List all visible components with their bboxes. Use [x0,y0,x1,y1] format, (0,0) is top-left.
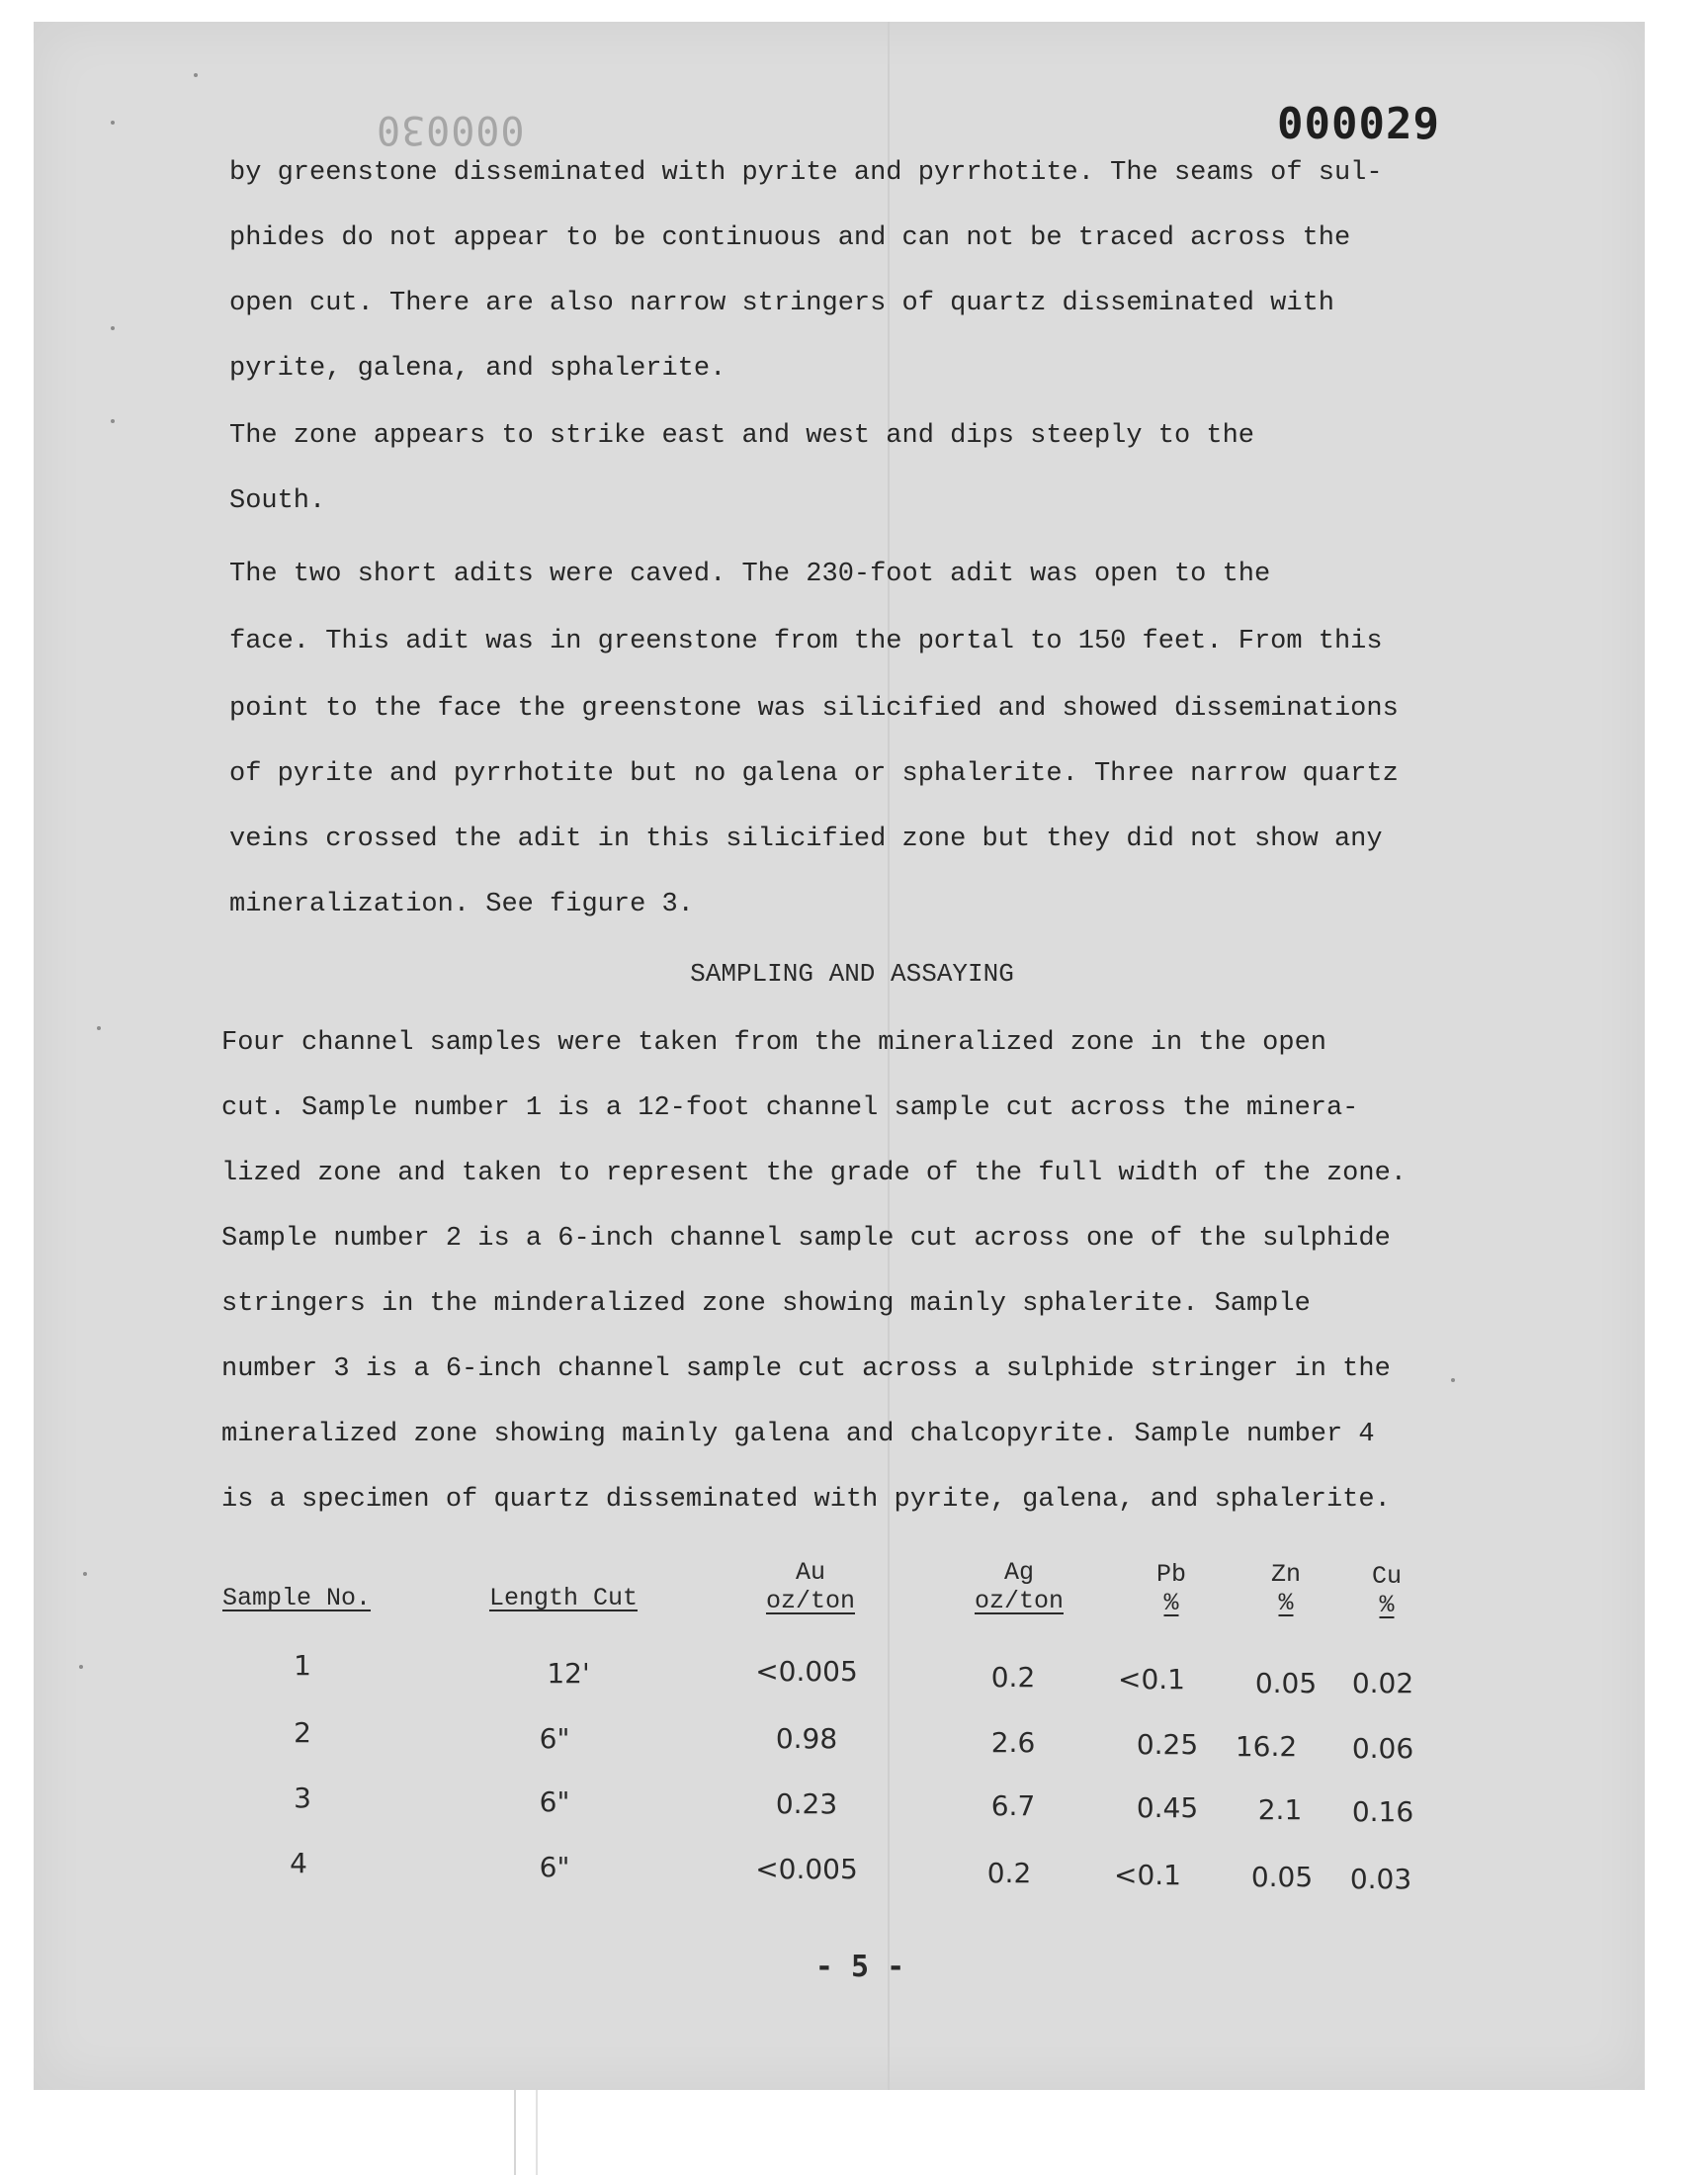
cell-au: <0.005 [755,1655,858,1688]
cell-length: 6" [539,1851,570,1883]
cell-sample: 4 [290,1847,307,1879]
cell-sample: 1 [294,1649,311,1682]
text-line: Sample number 2 is a 6-inch channel sample cut across one of the sulphide [221,1224,1391,1254]
cell-length: 6" [539,1722,570,1755]
cell-sample: 2 [294,1716,311,1749]
cell-cu: 0.02 [1351,1667,1414,1699]
cell-pb: <0.1 [1118,1663,1185,1696]
speck [83,1572,87,1576]
cell-length: 6" [539,1785,570,1818]
header-pb-unit: % [1163,1589,1179,1617]
page-id: 000029 [1277,99,1440,149]
text-line: cut. Sample number 1 is a 12-foot channel sample cut across the minera- [221,1093,1359,1123]
text-line: pyrite, galena, and sphalerite. [229,354,726,384]
cell-ag: 0.2 [986,1857,1032,1889]
section-heading: SAMPLING AND ASSAYING [690,959,1014,989]
text-line: lized zone and taken to represent the grade of the full width of the zone. [221,1159,1407,1188]
speck [97,1026,101,1030]
header-au [751,1558,870,1615]
cell-ag: 6.7 [990,1789,1036,1822]
header-ag-unit: oz/ton [974,1587,1064,1615]
text-line: mineralized zone showing mainly galena and chalcopyrite. Sample number 4 [221,1420,1375,1449]
header-zn-label: Zn [1270,1560,1301,1589]
cell-au: 0.98 [775,1722,838,1755]
text-line: Four channel samples were taken from the mineralized zone in the open [221,1028,1326,1058]
text-line: phides do not appear to be continuous and can not be traced across the [229,223,1351,253]
header-cu-unit: % [1379,1591,1395,1619]
header-length-cut [474,1584,652,1612]
header-au-label: Au [795,1558,825,1587]
page-number: - 5 - [814,1950,905,1984]
text-line: by greenstone disseminated with pyrite and pyrrhotite. The seams of sul- [229,158,1383,188]
cell-pb: 0.45 [1136,1791,1199,1824]
cell-zn: 16.2 [1235,1730,1298,1763]
cell-cu: 0.03 [1349,1863,1412,1895]
text-line: The zone appears to strike east and west and dips steeply to the [229,421,1254,451]
header-pb-label: Pb [1155,1560,1186,1589]
text-line: point to the face the greenstone was silicified and showed disseminations [229,694,1399,724]
header-zn [1241,1560,1330,1617]
header-cu-label: Cu [1371,1562,1402,1591]
cell-pb: 0.25 [1136,1728,1199,1761]
cell-pb: <0.1 [1114,1859,1181,1891]
text-line: South. [229,486,326,516]
speck [1451,1378,1455,1382]
text-line: open cut. There are also narrow stringers of quartz disseminated with [229,289,1334,318]
header-sample-no [208,1584,385,1612]
text-line: stringers in the minderalized zone showing mainly sphalerite. Sample [221,1289,1311,1319]
text-line: The two short adits were caved. The 230-foot adit was open to the [229,560,1271,589]
header-cu [1342,1562,1431,1619]
header-au-unit: oz/ton [765,1587,855,1615]
speck [111,326,115,330]
text-line: is a specimen of quartz disseminated with pyrite, galena, and sphalerite. [221,1485,1391,1515]
speck [111,121,115,125]
header-zn-unit: % [1278,1589,1294,1617]
header-ag [955,1558,1083,1615]
cell-ag: 0.2 [990,1661,1036,1694]
cell-length: 12' [547,1657,590,1690]
header-ag-label: Ag [1003,1558,1034,1587]
speck [194,73,198,77]
cell-ag: 2.6 [990,1726,1036,1759]
cell-cu: 0.16 [1351,1795,1414,1828]
cell-sample: 3 [294,1782,311,1814]
header-sample-no-label: Sample No. [221,1584,372,1612]
cell-zn: 0.05 [1250,1861,1314,1893]
text-line: face. This adit was in greenstone from the portal to 150 feet. From this [229,627,1383,656]
cell-au: 0.23 [775,1787,838,1820]
faint-stamp: 000030 [376,107,525,152]
cell-zn: 0.05 [1254,1667,1318,1699]
header-pb [1127,1560,1216,1617]
text-line: mineralization. See figure 3. [229,890,694,919]
scanner-edge-marks [514,2090,538,2175]
speck [111,419,115,423]
header-length-cut-label: Length Cut [488,1584,639,1612]
text-line: of pyrite and pyrrhotite but no galena or sphalerite. Three narrow quartz [229,759,1399,789]
text-line: number 3 is a 6-inch channel sample cut across a sulphide stringer in the [221,1354,1391,1384]
cell-cu: 0.06 [1351,1732,1414,1765]
text-line: veins crossed the adit in this silicified zone but they did not show any [229,825,1383,854]
cell-au: <0.005 [755,1853,858,1885]
cell-zn: 2.1 [1257,1793,1303,1826]
speck [79,1665,83,1669]
